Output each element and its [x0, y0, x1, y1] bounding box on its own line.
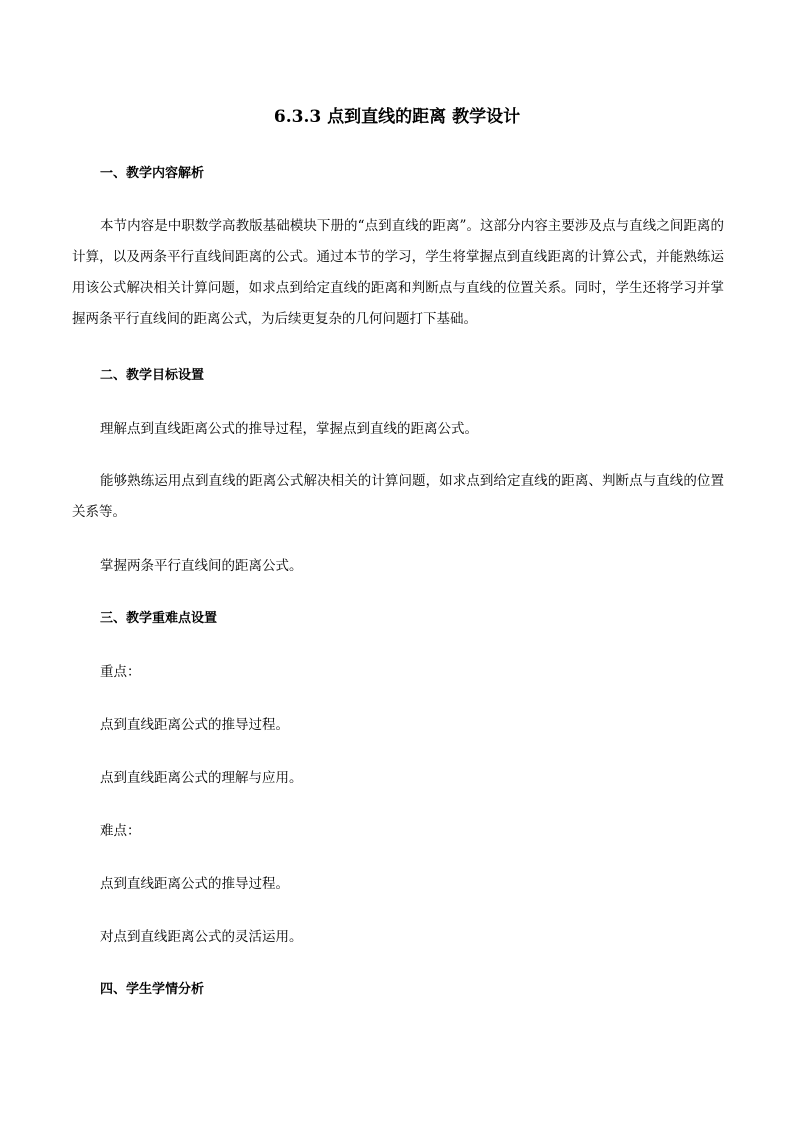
section-heading-student-analysis: 四、学生学情分析 [100, 982, 205, 997]
difficult-points-label: 难点： [100, 823, 141, 839]
key-points-label: 重点： [100, 664, 141, 680]
difficult-point-2: 对点到直线距离公式的灵活运用。 [100, 929, 303, 945]
key-point-1: 点到直线距离公式的推导过程。 [100, 717, 289, 733]
objective-item-3: 掌握两条平行直线间的距离公式。 [100, 558, 303, 574]
objective-item-1: 理解点到直线距离公式的推导过程，掌握点到直线的距离公式。 [100, 421, 478, 437]
section-heading-objectives: 二、教学目标设置 [100, 368, 205, 383]
content-analysis-paragraph: 本节内容是中职数学高教版基础模块下册的“点到直线的距离”。这部分内容主要涉及点与直线之间距离的计算，以及两条平行直线间距离的公式。通过本节的学习，学生将掌握点到直线距离的计算公式，并能熟练运用该公式解决相关计算问题，如求点到给定直线的距离和判断点与直线的位置关系。同时，学生还将学习并掌握两条平行直线间的距离公式，为后续更复杂的几何问题打下基础。 [72, 218, 724, 327]
objective-item-2: 能够熟练运用点到直线的距离公式解决相关的计算问题，如求点到给定直线的距离、判断点与直线的位置关系等。 [72, 473, 724, 520]
section-heading-key-difficult: 三、教学重难点设置 [100, 611, 218, 626]
document-title: 6.3.3 点到直线的距离 教学设计 [273, 107, 521, 127]
key-point-2: 点到直线距离公式的理解与应用。 [100, 770, 303, 786]
section-heading-content-analysis: 一、教学内容解析 [100, 166, 205, 181]
difficult-point-1: 点到直线距离公式的推导过程。 [100, 876, 289, 892]
